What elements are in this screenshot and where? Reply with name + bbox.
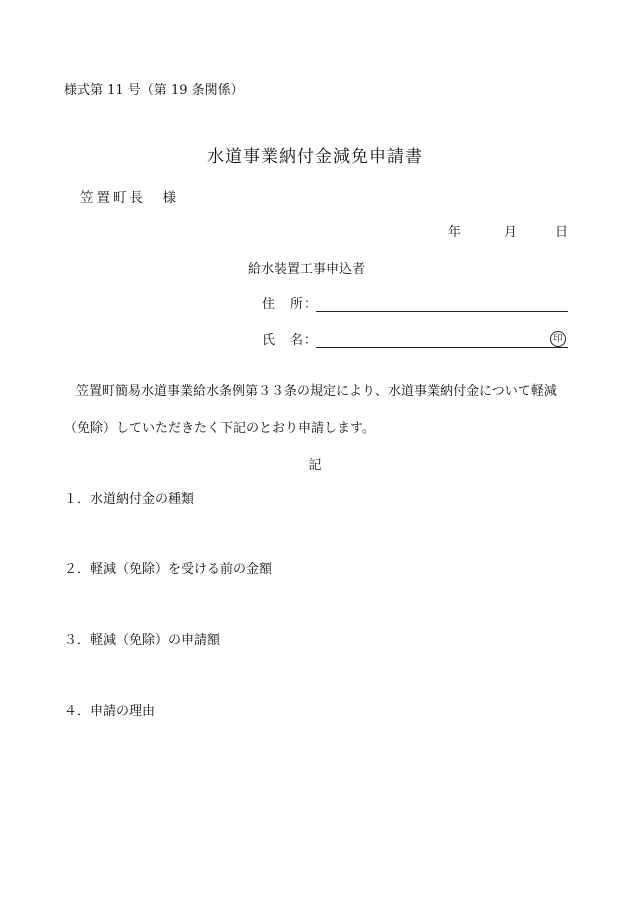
seal-icon: 印 bbox=[550, 331, 566, 347]
date-year: 年 bbox=[448, 225, 462, 240]
form-number: 様式第 11 号（第 19 条関係） bbox=[64, 83, 244, 98]
address-input-line[interactable] bbox=[316, 295, 568, 312]
list-item: ２．軽減（免除）を受ける前の金額 bbox=[64, 562, 273, 577]
date-day: 日 bbox=[555, 225, 569, 240]
ki-heading: 記 bbox=[308, 458, 322, 473]
date-month: 月 bbox=[504, 225, 518, 240]
body-text-line-2: （免除）していただきたく下記のとおり申請します。 bbox=[64, 421, 375, 436]
applicant-label: 給水装置工事申込者 bbox=[248, 262, 366, 277]
name-input-line[interactable] bbox=[316, 331, 568, 348]
name-label: 氏 名： bbox=[262, 333, 319, 348]
body-text-line-1: 笠置町簡易水道事業給水条例第３３条の規定により、水道事業納付金について軽減 bbox=[76, 384, 557, 399]
addressee: 笠置町長 様 bbox=[80, 190, 179, 206]
address-label: 住 所： bbox=[262, 297, 319, 312]
name-field-row bbox=[262, 329, 568, 348]
address-field-row bbox=[262, 293, 568, 312]
list-item: ３．軽減（免除）の申請額 bbox=[64, 633, 221, 648]
list-item: １．水道納付金の種類 bbox=[64, 492, 195, 507]
document-title: 水道事業納付金減免申請書 bbox=[207, 147, 423, 167]
list-item: ４．申請の理由 bbox=[64, 704, 156, 719]
